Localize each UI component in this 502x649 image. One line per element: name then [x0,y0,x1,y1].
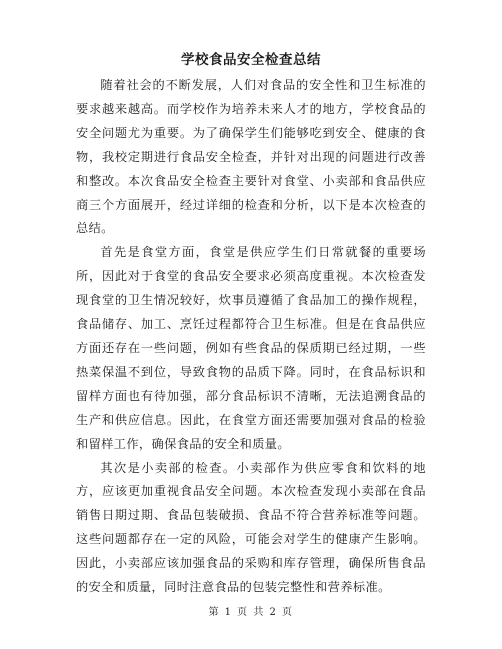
paragraph-intro: 随着社会的不断发展，人们对食品的安全性和卫生标准的要求越来越高。而学校作为培养未来人才的地方，学校食品的安全问题尤为重要。为了确保学生们能够吃到安全、健康的食物，我校定期进行食品安全检查，并针对出现的问题进行改善和整改。本次食品安全检查主要针对食堂、小卖部和食品供应商三个方面展开，经过详细的检查和分析，以下是本次检查的总结。 [76,78,426,236]
document-title: 学校食品安全检查总结 [181,52,321,68]
document-body [76,74,426,600]
paragraph-canteen: 首先是食堂方面，食堂是供应学生们日常就餐的重要场所，因此对于食堂的食品安全要求必须高度重视。本次检查发现食堂的卫生情况较好，炊事员遵循了食品加工的操作规程，食品储存、加工、烹饪过程都符合卫生标准。但是在食品供应方面还存在一些问题，例如有些食品的保质期已经过期，一些热菜保温不到位，导致食物的品质下降。同时，在食品标识和留样方面也有待加强，部分食品标识不清晰，无法追溯食品的生产和供应信息。因此，在食堂方面还需要加强对食品的检验和留样工作，确保食品的安全和质量。 [76,245,426,451]
page-number-footer: 第 1 页 共 2 页 [208,607,294,618]
paragraph-shop: 其次是小卖部的检查。小卖部作为供应零食和饮料的地方，应该更加重视食品安全问题。本次检查发现小卖部在食品销售日期过期、食品包装破损、食品不符合营养标准等问题。这些问题都存在一定的风险，可能会对学生的健康产生影响。因此，小卖部应该加强食品的采购和库存管理，确保所售食品的安全和质量，同时注意食品的包装完整性和营养标准。 [76,460,426,595]
